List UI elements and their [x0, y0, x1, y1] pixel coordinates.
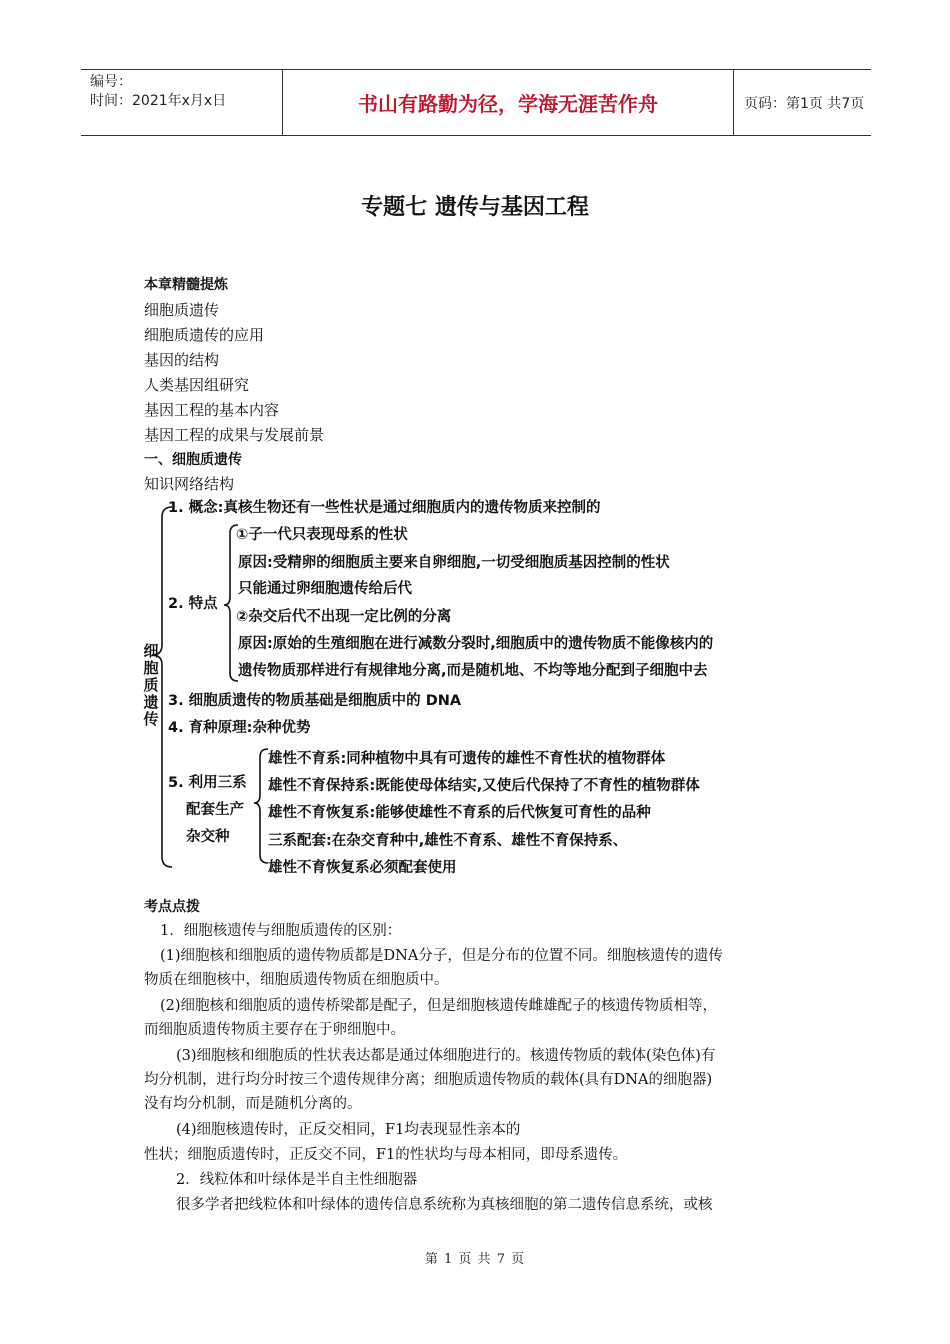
paragraph: (3)细胞核和细胞质的性状表达都是通过体细胞进行的。核遗传物质的载体(染色体)有: [176, 1048, 716, 1064]
page-info-cell: [734, 70, 871, 135]
node-breeding-principle: 4. 育种原理:杂种优势: [168, 720, 311, 736]
node-three-line: 配套生产: [186, 802, 244, 818]
header-meta-cell: [81, 70, 282, 135]
three-line-item: 三系配套:在杂交育种中,雄性不育系、雄性不育保持系、: [268, 833, 628, 849]
paragraph: 而细胞质遗传物质主要存在于卵细胞中。: [144, 1022, 405, 1038]
node-three-line: 杂交种: [186, 829, 230, 845]
paragraph: 2．线粒体和叶绿体是半自主性细胞器: [176, 1172, 418, 1188]
date-label: 时间：2021年x月x日: [90, 93, 227, 109]
node-material-basis: 3. 细胞质遗传的物质基础是细胞质中的 DNA: [168, 693, 462, 709]
toc-item: 基因工程的基本内容: [144, 401, 280, 419]
three-line-brace: [254, 749, 268, 863]
toc-heading: 本章精髓提炼: [144, 277, 228, 293]
three-line-item: 雄性不育恢复系:能够使雄性不育系的后代恢复可育性的品种: [268, 805, 651, 821]
toc-item: 基因工程的成果与发展前景: [144, 426, 325, 444]
page-footer: 第 1 页 共 7 页: [424, 1252, 526, 1267]
feature-line: 只能通过卵细胞遗传给后代: [238, 581, 412, 597]
toc-item: 基因的结构: [144, 351, 220, 369]
paragraph: 均分机制，进行均分时按三个遗传规律分离；细胞质遗传物质的载体(具有DNA的细胞器): [144, 1072, 713, 1088]
toc-item: 细胞质遗传: [144, 301, 220, 319]
paragraph: (4)细胞核遗传时，正反交相同，F1均表现显性亲本的: [176, 1122, 521, 1138]
diagram-root-label: 细胞质遗传: [143, 642, 159, 728]
toc-item: 细胞质遗传的应用: [144, 326, 265, 344]
node-concept: 1. 概念:真核生物还有一些性状是通过细胞质内的遗传物质来控制的: [168, 500, 601, 516]
paragraph: 性状；细胞质遗传时，正反交不同，F1的性状均与母本相同，即母系遗传。: [144, 1147, 628, 1163]
feature-line: 原因:原始的生殖细胞在进行减数分裂时,细胞质中的遗传物质不能像核内的: [238, 636, 714, 652]
features-brace: [224, 525, 238, 681]
kaodian-heading: 考点点拨: [144, 899, 200, 915]
three-line-item: 雄性不育恢复系必须配套使用: [268, 860, 457, 876]
page-title: 专题七 遗传与基因工程: [361, 195, 589, 220]
paragraph: 没有均分机制，而是随机分离的。: [144, 1096, 362, 1112]
three-line-item: 雄性不育保持系:既能使母体结实,又使后代保持了不育性的植物群体: [268, 778, 700, 794]
diagram-braces: [140, 495, 810, 880]
number-label: 编号：: [90, 74, 132, 90]
feature-line: 原因:受精卵的细胞质主要来自卵细胞,一切受细胞质基因控制的性状: [238, 555, 670, 571]
paragraph: 1．细胞核遗传与细胞质遗传的区别：: [160, 923, 402, 939]
feature-line: 遗传物质那样进行有规律地分离,而是随机地、不均等地分配到子细胞中去: [238, 663, 708, 679]
section-subheading: 知识网络结构: [144, 475, 235, 493]
motto-cell: [282, 70, 734, 135]
paragraph: (1)细胞核和细胞质的遗传物质都是DNA分子，但是分布的位置不同。细胞核遗传的遗传: [160, 948, 723, 964]
header-table: [81, 69, 871, 136]
paragraph: 物质在细胞核中，细胞质遗传物质在细胞质中。: [144, 972, 449, 988]
section-heading: 一、细胞质遗传: [144, 452, 242, 468]
paragraph: 很多学者把线粒体和叶绿体的遗传信息系统称为真核细胞的第二遗传信息系统，或核: [176, 1197, 713, 1213]
page-info-text: 页码：第1页 共7页: [744, 95, 865, 112]
toc-item: 人类基因组研究: [144, 376, 250, 394]
motto-text: 书山有路勤为径，学海无涯苦作舟: [358, 92, 658, 116]
paragraph: (2)细胞核和细胞质的遗传桥梁都是配子，但是细胞核遗传雌雄配子的核遗传物质相等，: [160, 998, 718, 1014]
feature-line: ②杂交后代不出现一定比例的分离: [236, 609, 452, 625]
node-three-line: 5. 利用三系: [168, 775, 247, 791]
three-line-item: 雄性不育系:同种植物中具有可遗传的雄性不育性状的植物群体: [268, 751, 666, 767]
feature-line: ①子一代只表现母系的性状: [236, 527, 408, 543]
node-features: 2. 特点: [168, 596, 218, 612]
knowledge-network-diagram: [140, 495, 810, 880]
